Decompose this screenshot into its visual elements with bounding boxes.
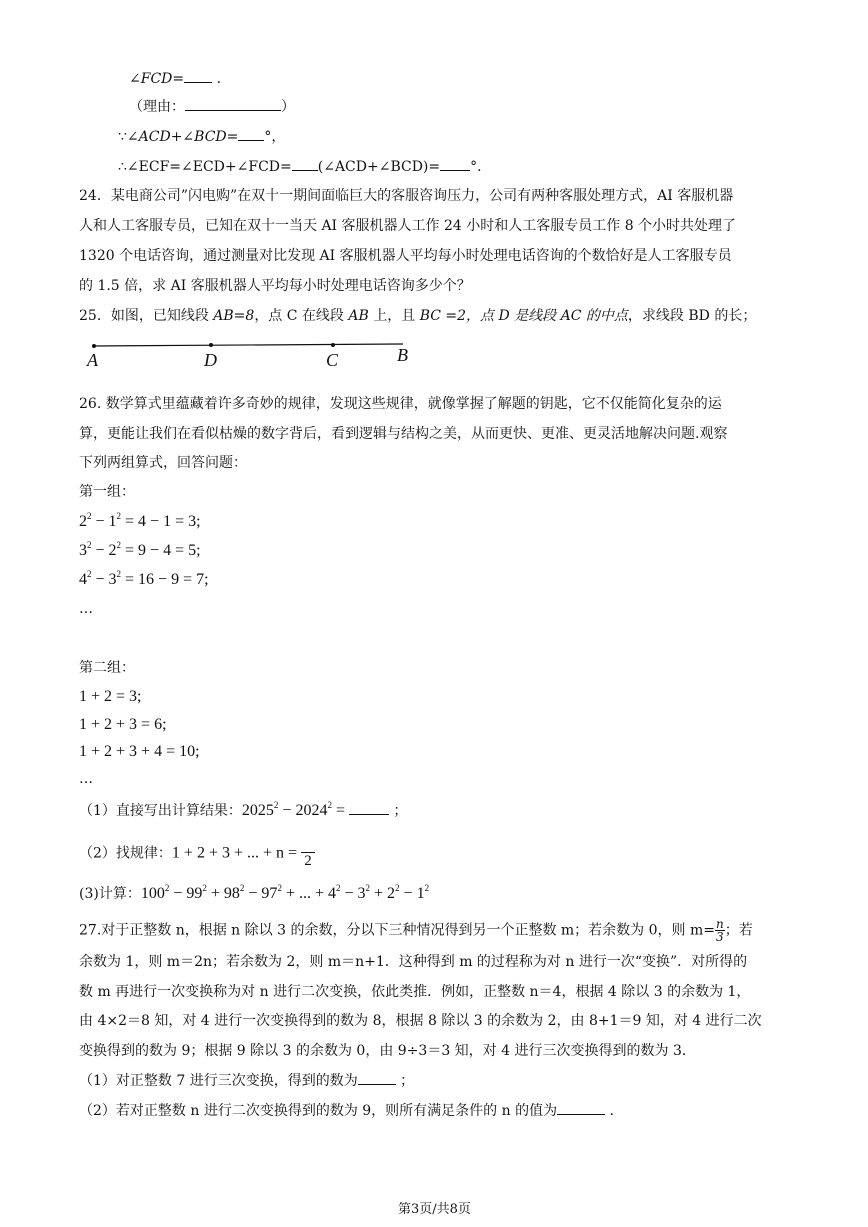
q25-d: AB [348,308,369,324]
q23-blank1 [184,68,212,83]
group2-title: 第二组： [79,660,135,676]
point-c-dot [331,343,335,347]
q25-a: 25．如图，已知线段 [79,308,214,324]
segment-line [0,330,868,390]
q26-p1a: （1）直接写出计算结果： [79,803,242,819]
q26-p1c: − 2024 [278,802,328,819]
q24-line4: 的 1.5 倍，求 AI 客服机器人平均每小时处理电话咨询多少个？ [79,278,471,294]
q27-l1b: ；若 [724,922,753,939]
point-a-dot [92,344,96,348]
g1-eq1-a: 2 [79,513,87,530]
sq: 2 [116,569,122,579]
q27-p2a: （2）若对正整数 n 进行二次变换得到的数为 9，则所有满足条件的 n 的值为 [79,1103,558,1119]
q23-blank3 [238,126,264,141]
q27-p1a: （1）对正整数 7 进行三次变换，得到的数为 [79,1073,358,1089]
sq: 2 [273,800,279,810]
q25-text [79,306,756,326]
sq: 2 [116,540,122,550]
q26-p3f: + ... + 4 [281,885,336,902]
q26-p2-num [301,838,315,853]
q27-line5: 变换得到的数为 9；根据 9 除以 3 的余数为 0，由 9÷3＝3 知，对 4 进行三次变换得到的数为 3． [79,1043,696,1059]
q26-p1e: ； [388,803,408,819]
q25-f: BC =2 [419,308,467,324]
g1-eq3-b: 3 [108,571,117,588]
q24-line1: 24．某电商公司”闪电购”在双十一期间面临巨大的客服咨询压力，公司有两种客服处理方式，AI 客服机器 [79,188,734,204]
q23-l3c: +∠ [170,129,195,145]
q27-answer-blank1 [358,1070,396,1085]
q27-p2b: . [605,1103,615,1119]
q24-line3: 1320 个电话咨询，通过测量对比发现 AI 客服机器人平均每小时处理电话咨询的个数恰好是人工客服专员 [79,248,732,264]
q25-g: ，点 D 是线段 AC 的中点 [466,308,628,324]
q23-line1 [129,68,221,89]
q26-p2-den: 2 [304,853,312,869]
label-a: A [87,350,98,370]
sq: 2 [87,540,92,550]
q26-part2 [79,838,315,869]
sq: 2 [277,883,282,893]
q23-l3a: ∵∠ [118,129,139,145]
g1-eq1-b: 1 [108,513,117,530]
q26-p3i: − 1 [399,885,425,902]
q26-line3: 下列两组算式，回答问题： [79,455,247,471]
q26-p3d: + 98 [206,885,240,902]
q25-b: AB=8 [213,308,255,324]
q27-line2: 余数为 1，则 m＝2n；若余数为 2，则 m＝n+1．这种得到 m 的过程称为对 n 进行一次“变换”．对所得的 [79,954,748,970]
q26-p2a: （2）找规律： [79,845,172,862]
q25-c: ，点 C 在线段 [254,308,349,324]
point-d-dot [209,343,213,347]
label-c: C [326,350,339,370]
q27-l1a: 27.对于正整数 n，根据 n 除以 3 的余数，分以下三种情况得到另一个正整数 m；若余数为 0，则 m= [79,922,715,939]
q23-l2a: （理由： [129,99,185,115]
g1-eq2-r: = 9 − 4 = 5; [121,542,201,559]
g1-eq2-b: 2 [108,542,117,559]
q26-part3 [79,884,429,904]
q26-p3c: − 99 [169,885,203,902]
q23-line2 [129,96,295,117]
q26-p2-fraction [301,838,315,869]
q26-p3g: − 3 [340,885,366,902]
q26-answer-blank1 [349,800,389,815]
sq: 2 [164,883,170,893]
q27-line3: 数 m 再进行一次变换称为对 n 进行二次变换，依此类推．例如，正整数 n＝4，根据 4 除以 3 的余数为 1， [79,984,751,1000]
g1-eq3-r: = 16 − 9 = 7; [121,571,209,588]
q27-part1 [79,1070,414,1091]
q24-line2: 人和人工客服专员，已知在双十一当天 AI 客服机器人工作 24 小时和人工客服专员工作 8 个小时共处理了 [79,218,737,234]
q27-num: n [716,917,724,931]
q26-p3e: − 97 [244,885,278,902]
group2-eq1: 1 + 2 = 3; [79,688,142,705]
q27-den: 3 [716,930,724,944]
q26-p3a: (3)计算： [79,886,141,902]
q23-l4b: (∠ACD+∠BCD)= [317,159,441,175]
group1-title: 第一组： [79,484,135,500]
g1-eq2-a: 3 [79,542,87,559]
sq: 2 [202,883,207,893]
q26-p1b: 2025 [241,802,274,819]
q23-l4c: °. [470,159,482,175]
sq: 2 [327,800,332,810]
group1-eq2: $3^2 - 2^2 = 9 - 4 = 5$; [79,540,201,559]
sq: 2 [365,883,371,893]
q26-line1: 26. 数学算式里蕴藏着许多奇妙的规律，发现这些规律，就像掌握了解题的钥匙，它不仅能简化复杂的运 [79,396,722,412]
label-b: B [397,345,408,365]
sq: 2 [87,569,92,579]
sq: 2 [87,511,92,521]
q26-part1 [79,800,407,821]
q26-p3b: 100 [140,885,165,902]
q26-p1d: = [331,802,349,819]
sq: 2 [424,883,430,893]
q23-l1a: ∠FCD= [129,71,185,87]
q23-l3f: °， [264,129,286,145]
q23-blank2 [185,96,281,111]
group2-eq2: 1 + 2 + 3 = 6; [79,716,167,733]
q27-answer-blank2 [557,1100,605,1115]
q25-e: 上，且 [368,308,420,324]
q27-p1b: ； [395,1073,415,1089]
group1-eq3: $4^2 - 3^2 = 16 - 9 = 7$; [79,569,209,588]
sq: 2 [239,883,245,893]
q27-fraction [715,918,725,943]
q23-line4 [118,156,482,177]
group1-eq1: $2^2 - 1^2 = 4 - 1 = 3$; [79,511,201,530]
q27-line1 [79,918,753,943]
sq: 2 [395,883,400,893]
group2-eq3: 1 + 2 + 3 + 4 = 10; [79,743,200,760]
q23-l1b: . [212,71,222,87]
group1-ellipsis: … [79,601,93,617]
q23-l2b: ） [281,99,295,115]
q25-h: ，求线段 BD 的长； [627,308,757,324]
q23-line3 [118,126,285,147]
q23-l3b: ACD [138,129,171,145]
q27-part2 [79,1100,614,1121]
page-footer: 第3页/共8页 [398,1202,471,1217]
sq: 2 [335,883,341,893]
q23-l3e: = [226,129,239,145]
q27-line4: 由 4×2＝8 知，对 4 进行一次变换得到的数为 8，根据 8 除以 3 的余数为 2，由 8+1＝9 知，对 4 进行二次 [79,1013,762,1029]
q23-blank4 [292,156,318,171]
g1-eq3-a: 4 [79,571,87,588]
q26-line2: 算，更能让我们在看似枯燥的数字背后，看到逻辑与结构之美，从而更快、更准、更灵活地解决问题.观察 [79,426,728,442]
q23-l3d: BCD [194,129,227,145]
q26-p2b: 1 + 2 + 3 + ... + n = [171,844,302,862]
q23-blank5 [440,156,470,171]
label-d: D [204,350,217,370]
q26-p3h: + 2 [370,885,396,902]
q23-l4a: ∴∠ECF=∠ECD+∠FCD= [118,159,292,175]
group2-ellipsis: … [79,771,93,787]
sq: 2 [116,511,122,521]
g1-eq1-r: = 4 − 1 = 3; [121,513,201,530]
